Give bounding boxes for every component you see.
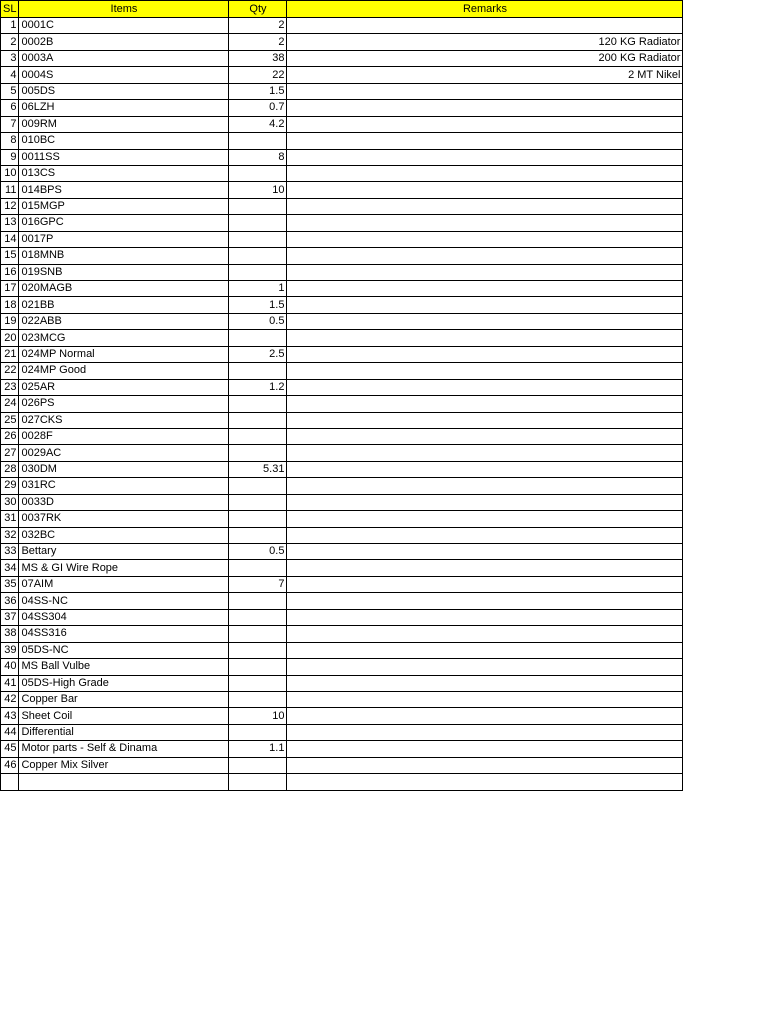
qty-cell[interactable]: 4.2 [229, 116, 287, 132]
qty-cell[interactable] [229, 675, 287, 691]
sl-cell[interactable]: 43 [1, 708, 19, 724]
item-cell[interactable]: Differential [19, 724, 229, 740]
table-row [1, 642, 683, 658]
qty-cell[interactable] [229, 659, 287, 675]
qty-cell[interactable] [229, 231, 287, 247]
qty-cell[interactable]: 38 [229, 50, 287, 66]
sl-cell[interactable]: 35 [1, 576, 19, 592]
item-cell[interactable]: 0003A [19, 50, 229, 66]
sl-cell[interactable]: 41 [1, 675, 19, 691]
qty-cell[interactable]: 0.7 [229, 100, 287, 116]
remark-cell[interactable] [287, 593, 683, 609]
sl-cell[interactable]: 14 [1, 231, 19, 247]
table-row [1, 281, 683, 297]
sl-cell[interactable]: 11 [1, 182, 19, 198]
table-row [1, 494, 683, 510]
sl-cell[interactable]: 34 [1, 560, 19, 576]
table-row [1, 165, 683, 181]
remark-cell[interactable]: 120 KG Radiator [287, 34, 683, 50]
qty-cell[interactable] [229, 478, 287, 494]
qty-cell[interactable] [229, 264, 287, 280]
table-row [1, 757, 683, 773]
remark-cell[interactable] [287, 461, 683, 477]
sl-cell[interactable]: 6 [1, 100, 19, 116]
qty-cell[interactable] [229, 560, 287, 576]
table-row [1, 609, 683, 625]
table-row [1, 560, 683, 576]
item-cell[interactable]: Copper Mix Silver [19, 757, 229, 773]
sl-cell[interactable]: 7 [1, 116, 19, 132]
table-row [1, 116, 683, 132]
remark-cell[interactable] [287, 576, 683, 592]
item-cell[interactable]: 0001C [19, 18, 229, 34]
remark-cell[interactable] [287, 100, 683, 116]
remark-cell[interactable] [287, 182, 683, 198]
item-cell[interactable]: 04SS316 [19, 626, 229, 642]
remark-cell[interactable] [287, 379, 683, 395]
qty-cell[interactable]: 5.31 [229, 461, 287, 477]
sl-cell[interactable]: 10 [1, 165, 19, 181]
item-cell[interactable]: 030DM [19, 461, 229, 477]
item-cell[interactable]: 0028F [19, 428, 229, 444]
qty-cell[interactable] [229, 363, 287, 379]
remark-cell[interactable] [287, 774, 683, 790]
qty-cell[interactable]: 22 [229, 67, 287, 83]
header-remarks[interactable]: Remarks [287, 1, 683, 18]
remark-cell[interactable] [287, 757, 683, 773]
qty-cell[interactable] [229, 445, 287, 461]
qty-cell[interactable] [229, 396, 287, 412]
item-cell[interactable]: 005DS [19, 83, 229, 99]
remark-cell[interactable] [287, 412, 683, 428]
remark-cell[interactable] [287, 231, 683, 247]
sl-cell[interactable]: 23 [1, 379, 19, 395]
remark-cell[interactable] [287, 363, 683, 379]
table-row [1, 215, 683, 231]
remark-cell[interactable] [287, 642, 683, 658]
table-row [1, 18, 683, 34]
sl-cell[interactable]: 9 [1, 149, 19, 165]
table-row [1, 659, 683, 675]
item-cell[interactable]: 032BC [19, 527, 229, 543]
sl-cell[interactable]: 31 [1, 511, 19, 527]
sl-cell[interactable]: 37 [1, 609, 19, 625]
qty-cell[interactable] [229, 198, 287, 214]
sl-cell[interactable]: 27 [1, 445, 19, 461]
qty-cell[interactable]: 7 [229, 576, 287, 592]
item-cell[interactable]: 0033D [19, 494, 229, 510]
item-cell[interactable]: Sheet Coil [19, 708, 229, 724]
item-cell[interactable]: 020MAGB [19, 281, 229, 297]
sl-cell[interactable]: 32 [1, 527, 19, 543]
table-row [1, 741, 683, 757]
header-items[interactable]: Items [19, 1, 229, 18]
qty-cell[interactable] [229, 609, 287, 625]
remark-cell[interactable]: 2 MT Nikel [287, 67, 683, 83]
item-cell[interactable]: 023MCG [19, 330, 229, 346]
table-row [1, 511, 683, 527]
remark-cell[interactable] [287, 116, 683, 132]
item-cell[interactable]: 021BB [19, 297, 229, 313]
qty-cell[interactable] [229, 248, 287, 264]
table-row [1, 133, 683, 149]
table-row [1, 83, 683, 99]
table-row [1, 691, 683, 707]
qty-cell[interactable] [229, 133, 287, 149]
remark-cell[interactable] [287, 691, 683, 707]
qty-cell[interactable] [229, 165, 287, 181]
table-row [1, 313, 683, 329]
table-row [1, 724, 683, 740]
sl-cell[interactable]: 1 [1, 18, 19, 34]
table-row [1, 708, 683, 724]
table-row [1, 461, 683, 477]
sl-cell[interactable]: 38 [1, 626, 19, 642]
remark-cell[interactable] [287, 346, 683, 362]
item-cell[interactable]: Motor parts - Self & Dinama [19, 741, 229, 757]
remark-cell[interactable]: 200 KG Radiator [287, 50, 683, 66]
sl-cell[interactable]: 4 [1, 67, 19, 83]
sl-cell[interactable]: 21 [1, 346, 19, 362]
table-row [1, 363, 683, 379]
item-cell[interactable]: 015MGP [19, 198, 229, 214]
sl-cell[interactable] [1, 774, 19, 790]
remark-cell[interactable] [287, 724, 683, 740]
sl-cell[interactable]: 44 [1, 724, 19, 740]
remark-cell[interactable] [287, 133, 683, 149]
qty-cell[interactable] [229, 412, 287, 428]
qty-cell[interactable]: 1.5 [229, 297, 287, 313]
remark-cell[interactable] [287, 264, 683, 280]
sl-cell[interactable]: 30 [1, 494, 19, 510]
item-cell[interactable]: 022ABB [19, 313, 229, 329]
remark-cell[interactable] [287, 544, 683, 560]
qty-cell[interactable]: 2 [229, 34, 287, 50]
table-row [1, 330, 683, 346]
sl-cell[interactable]: 40 [1, 659, 19, 675]
table-row [1, 67, 683, 83]
table-row [1, 50, 683, 66]
item-cell[interactable]: Copper Bar [19, 691, 229, 707]
item-cell[interactable]: 0004S [19, 67, 229, 83]
qty-cell[interactable]: 1.2 [229, 379, 287, 395]
qty-cell[interactable]: 1.5 [229, 83, 287, 99]
remark-cell[interactable] [287, 494, 683, 510]
item-cell[interactable] [19, 774, 229, 790]
item-cell[interactable]: 027CKS [19, 412, 229, 428]
table-row [1, 593, 683, 609]
table-row [1, 626, 683, 642]
sl-cell[interactable]: 16 [1, 264, 19, 280]
item-cell[interactable]: 07AIM [19, 576, 229, 592]
table-row [1, 428, 683, 444]
item-cell[interactable]: 014BPS [19, 182, 229, 198]
qty-cell[interactable] [229, 691, 287, 707]
item-cell[interactable]: Bettary [19, 544, 229, 560]
item-cell[interactable]: 018MNB [19, 248, 229, 264]
remark-cell[interactable] [287, 198, 683, 214]
remark-cell[interactable] [287, 149, 683, 165]
item-cell[interactable]: 013CS [19, 165, 229, 181]
table-header [1, 1, 683, 18]
qty-cell[interactable]: 8 [229, 149, 287, 165]
remark-cell[interactable] [287, 297, 683, 313]
item-cell[interactable]: 031RC [19, 478, 229, 494]
item-cell[interactable]: 0002B [19, 34, 229, 50]
table-row [1, 396, 683, 412]
sl-cell[interactable]: 15 [1, 248, 19, 264]
item-cell[interactable]: 05DS-NC [19, 642, 229, 658]
remark-cell[interactable] [287, 708, 683, 724]
table-row [1, 231, 683, 247]
remark-cell[interactable] [287, 741, 683, 757]
qty-cell[interactable] [229, 642, 287, 658]
table-row [1, 100, 683, 116]
item-cell[interactable]: 010BC [19, 133, 229, 149]
qty-cell[interactable] [229, 527, 287, 543]
item-cell[interactable]: 0029AC [19, 445, 229, 461]
remark-cell[interactable] [287, 281, 683, 297]
remark-cell[interactable] [287, 165, 683, 181]
qty-cell[interactable] [229, 330, 287, 346]
qty-cell[interactable] [229, 215, 287, 231]
table-row [1, 527, 683, 543]
qty-cell[interactable] [229, 593, 287, 609]
qty-cell[interactable] [229, 626, 287, 642]
qty-cell[interactable] [229, 428, 287, 444]
table-row [1, 248, 683, 264]
item-cell[interactable]: 026PS [19, 396, 229, 412]
table-row [1, 774, 683, 790]
qty-cell[interactable] [229, 494, 287, 510]
remark-cell[interactable] [287, 248, 683, 264]
item-cell[interactable]: 024MP Normal [19, 346, 229, 362]
header-qty[interactable]: Qty [229, 1, 287, 18]
item-cell[interactable]: MS & GI Wire Rope [19, 560, 229, 576]
sl-cell[interactable]: 26 [1, 428, 19, 444]
sl-cell[interactable]: 19 [1, 313, 19, 329]
remark-cell[interactable] [287, 527, 683, 543]
item-cell[interactable]: 04SS304 [19, 609, 229, 625]
remark-cell[interactable] [287, 83, 683, 99]
sl-cell[interactable]: 25 [1, 412, 19, 428]
remark-cell[interactable] [287, 215, 683, 231]
qty-cell[interactable]: 0.5 [229, 313, 287, 329]
sl-cell[interactable]: 2 [1, 34, 19, 50]
qty-cell[interactable]: 1.1 [229, 741, 287, 757]
qty-cell[interactable]: 10 [229, 708, 287, 724]
table-row [1, 445, 683, 461]
sl-cell[interactable]: 45 [1, 741, 19, 757]
remark-cell[interactable] [287, 428, 683, 444]
item-cell[interactable]: 0037RK [19, 511, 229, 527]
remark-cell[interactable] [287, 18, 683, 34]
remark-cell[interactable] [287, 659, 683, 675]
sl-cell[interactable]: 20 [1, 330, 19, 346]
remark-cell[interactable] [287, 675, 683, 691]
item-cell[interactable]: 025AR [19, 379, 229, 395]
item-cell[interactable]: 016GPC [19, 215, 229, 231]
item-cell[interactable]: 06LZH [19, 100, 229, 116]
sl-cell[interactable]: 29 [1, 478, 19, 494]
sl-cell[interactable]: 18 [1, 297, 19, 313]
item-cell[interactable]: MS Ball Vulbe [19, 659, 229, 675]
remark-cell[interactable] [287, 313, 683, 329]
sl-cell[interactable]: 46 [1, 757, 19, 773]
sl-cell[interactable]: 28 [1, 461, 19, 477]
header-sl[interactable]: SL [1, 1, 19, 18]
table-row [1, 379, 683, 395]
sl-cell[interactable]: 24 [1, 396, 19, 412]
table-row [1, 34, 683, 50]
qty-cell[interactable] [229, 757, 287, 773]
qty-cell[interactable]: 2.5 [229, 346, 287, 362]
qty-cell[interactable]: 10 [229, 182, 287, 198]
remark-cell[interactable] [287, 396, 683, 412]
sl-cell[interactable]: 22 [1, 363, 19, 379]
item-cell[interactable]: 024MP Good [19, 363, 229, 379]
sl-cell[interactable]: 3 [1, 50, 19, 66]
sl-cell[interactable]: 42 [1, 691, 19, 707]
sl-cell[interactable]: 39 [1, 642, 19, 658]
table-row [1, 576, 683, 592]
sl-cell[interactable]: 5 [1, 83, 19, 99]
table-body [1, 18, 683, 791]
table-row [1, 264, 683, 280]
qty-cell[interactable] [229, 511, 287, 527]
sl-cell[interactable]: 17 [1, 281, 19, 297]
table-row [1, 346, 683, 362]
qty-cell[interactable]: 2 [229, 18, 287, 34]
table-row [1, 198, 683, 214]
remark-cell[interactable] [287, 330, 683, 346]
table-row [1, 675, 683, 691]
remark-cell[interactable] [287, 511, 683, 527]
table-row [1, 478, 683, 494]
remark-cell[interactable] [287, 445, 683, 461]
sl-cell[interactable]: 12 [1, 198, 19, 214]
qty-cell[interactable] [229, 724, 287, 740]
table-row [1, 544, 683, 560]
item-cell[interactable]: 05DS-High Grade [19, 675, 229, 691]
sl-cell[interactable]: 13 [1, 215, 19, 231]
remark-cell[interactable] [287, 609, 683, 625]
sl-cell[interactable]: 33 [1, 544, 19, 560]
table-row [1, 412, 683, 428]
remark-cell[interactable] [287, 560, 683, 576]
table-row [1, 149, 683, 165]
qty-cell[interactable] [229, 774, 287, 790]
table-row [1, 297, 683, 313]
table-row [1, 182, 683, 198]
qty-cell[interactable]: 0.5 [229, 544, 287, 560]
qty-cell[interactable]: 1 [229, 281, 287, 297]
item-cell[interactable]: 0017P [19, 231, 229, 247]
item-cell[interactable]: 009RM [19, 116, 229, 132]
sl-cell[interactable]: 8 [1, 133, 19, 149]
remark-cell[interactable] [287, 478, 683, 494]
item-cell[interactable]: 04SS-NC [19, 593, 229, 609]
item-cell[interactable]: 019SNB [19, 264, 229, 280]
item-cell[interactable]: 0011SS [19, 149, 229, 165]
remark-cell[interactable] [287, 626, 683, 642]
sl-cell[interactable]: 36 [1, 593, 19, 609]
header-row [1, 1, 683, 18]
